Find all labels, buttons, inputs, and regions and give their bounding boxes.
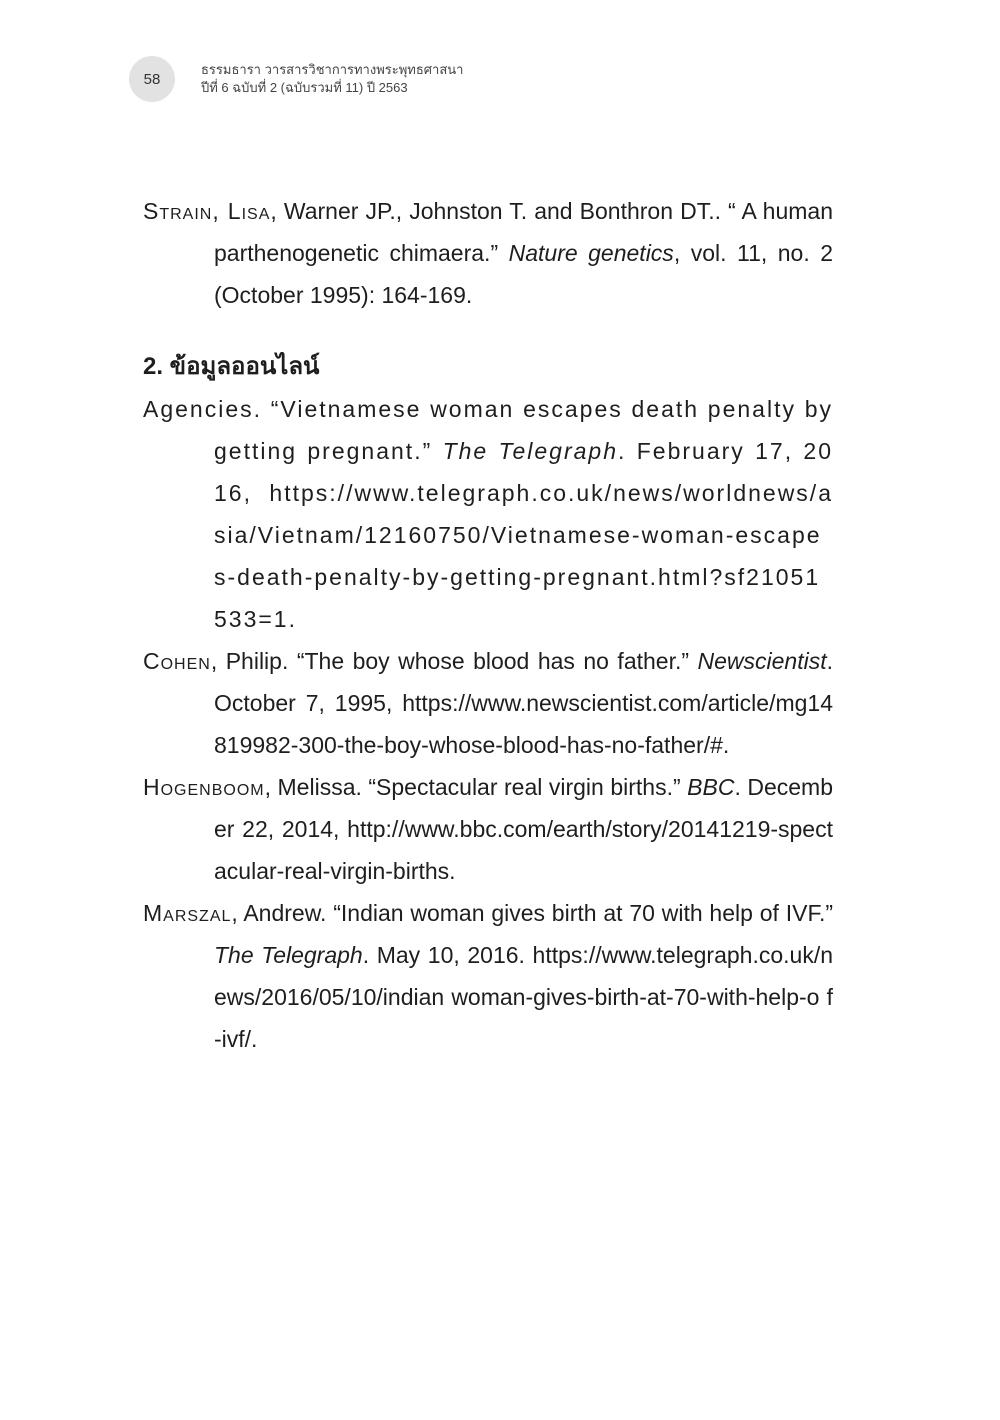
reference-author: Cohen	[143, 648, 211, 674]
reference-details: . October 7, 1995, https://www.newscientist.com/article/mg14819982-300-the-boy-whose-blood-has-no-father/#.	[214, 648, 833, 758]
page-number: 58	[143, 70, 161, 88]
reference-details: . February 17, 2016, https://www.telegraph.co.uk/news/worldnews/asia/Vietnam/12160750/Vietnamese-woman-escapes-death-penalty-by-getting-pregnant.html?sf21051533=1.	[214, 438, 834, 632]
running-header	[201, 61, 463, 97]
reference-body: . “Vietnamese woman escapes death penalty by getting pregnant.”	[214, 396, 833, 464]
reference-body: , Andrew. “Indian woman gives birth at 70 with help of IVF.”	[231, 900, 833, 926]
reference-author: Hogenboom	[143, 774, 265, 800]
reference-body: , Warner JP., Johnston T. and Bonthron DT.. “ A human parthenogenetic chimaera.”	[214, 198, 833, 266]
section-heading: 2. ข้อมูลออนไลน์	[143, 353, 320, 380]
reference-body: , Melissa. “Spectacular real virgin births.”	[264, 774, 688, 800]
page-number-badge	[129, 56, 175, 102]
reference-body: , Philip. “The boy whose blood has no father.”	[210, 648, 698, 674]
reference-entry	[143, 892, 833, 1060]
reference-source: The Telegraph	[214, 942, 363, 968]
reference-author: Marszal	[143, 900, 232, 926]
reference-details: . December 22, 2014, http://www.bbc.com/earth/story/20141219-spectacular-real-virgin-births.	[214, 774, 833, 884]
reference-details: . May 10, 2016. https://www.telegraph.co.uk/news/2016/05/10/indian woman-gives-birth-at-70-with-help-o f-ivf/.	[214, 942, 833, 1052]
reference-author: Strain, Lisa	[143, 198, 271, 224]
reference-entry	[143, 190, 833, 316]
journal-title: ธรรมธารา วารสารวิชาการทางพระพุทธศาสนา	[201, 62, 464, 77]
bibliography	[143, 190, 833, 1060]
reference-source: BBC	[687, 774, 735, 800]
reference-source: The Telegraph	[442, 438, 619, 464]
reference-entry	[143, 766, 833, 892]
reference-author: Agencies	[143, 396, 254, 422]
reference-details: , vol. 11, no. 2 (October 1995): 164-169.	[214, 240, 834, 308]
reference-source: Nature genetics	[508, 240, 674, 266]
reference-entry	[143, 388, 833, 640]
reference-entry	[143, 640, 833, 766]
reference-source: Newscientist	[697, 648, 827, 674]
journal-issue: ปีที่ 6 ฉบับที่ 2 (ฉบับรวมที่ 11) ปี 2563	[201, 80, 408, 95]
